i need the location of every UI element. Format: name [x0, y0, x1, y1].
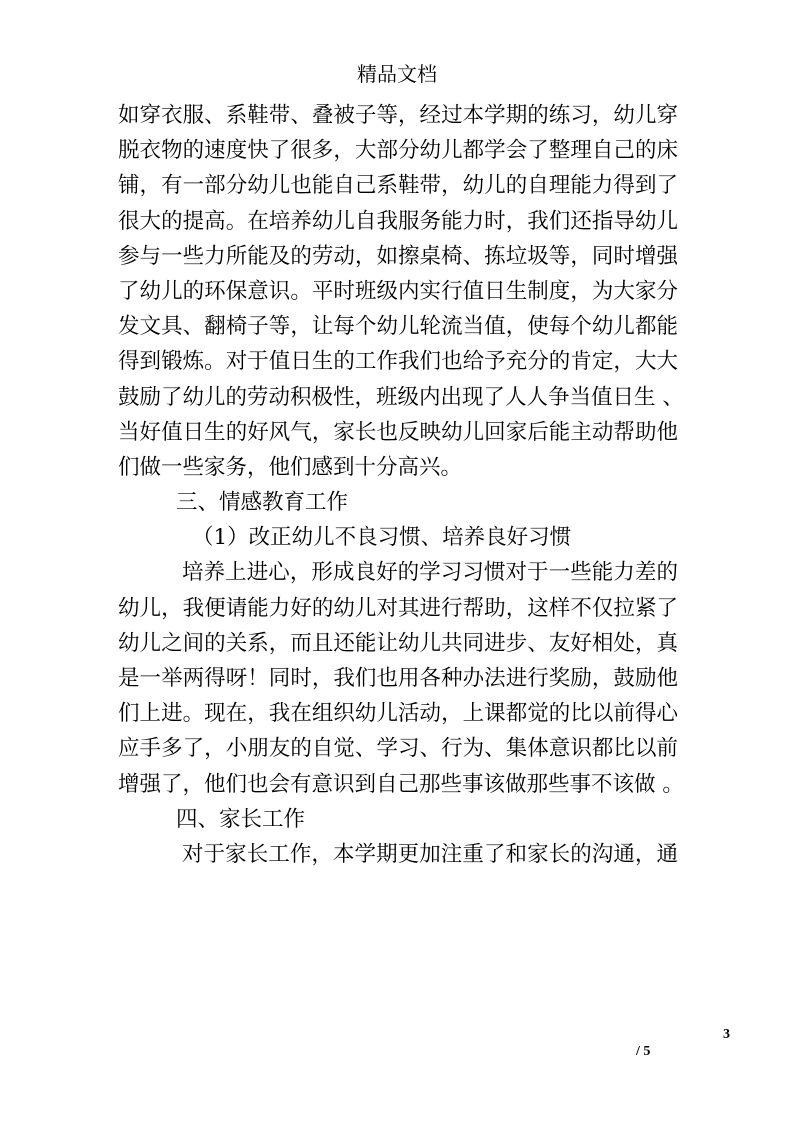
text-line: 们上进。现在，我在组织幼儿活动，上课都觉的比以前得心	[118, 701, 678, 727]
text-line: 发文具、翻椅子等，让每个幼儿轮流当值，使每个幼儿都能	[118, 314, 678, 340]
text-line: 了幼儿的环保意识。平时班级内实行值日生制度，为大家分	[118, 278, 678, 304]
text-line: 得到锻炼。对于值日生的工作我们也给予充分的肯定，大大	[118, 349, 678, 375]
page-total: / 5	[636, 1044, 651, 1059]
text-line: 参与一些力所能及的劳动，如擦桌椅、拣垃圾等，同时增强	[118, 243, 678, 269]
text-line: 铺，有一部分幼儿也能自己系鞋带，幼儿的自理能力得到了	[118, 173, 678, 199]
text-line: 应手多了，小朋友的自觉、学习、行为、集体意识都比以前	[118, 736, 678, 762]
text-line: 们做一些家务，他们感到十分高兴。	[118, 454, 463, 480]
text-line: 当好值日生的好风气，家长也反映幼儿回家后能主动帮助他	[118, 419, 678, 445]
text-line: 对于家长工作，本学期更加注重了和家长的沟通，通	[182, 841, 678, 867]
document-header: 精品文档	[357, 62, 437, 86]
section-heading: 三、情感教育工作	[176, 490, 349, 516]
document-body	[118, 98, 684, 872]
text-line: 是一举两得呀！同时，我们也用各种办法进行奖励，鼓励他	[118, 666, 678, 691]
text-line: 培养上进心，形成良好的学习习惯对于一些能力差的	[182, 560, 678, 586]
text-line: 增强了，他们也会有意识到自己那些事该做那些事不该做 。	[118, 771, 684, 797]
subsection-heading: （1）改正幼儿不良习惯、培养良好习惯	[192, 525, 572, 551]
text-line: 鼓励了幼儿的劳动积极性，班级内出现了人人争当值日生 、	[118, 384, 684, 410]
text-line: 如穿衣服、系鞋带、叠被子等，经过本学期的练习，幼儿穿	[118, 103, 678, 128]
page-number: 3	[723, 1027, 730, 1042]
text-line: 脱衣物的速度快了很多，大部分幼儿都学会了整理自己的床	[118, 138, 678, 164]
text-line: 很大的提高。在培养幼儿自我服务能力时，我们还指导幼儿	[118, 208, 678, 234]
text-line: 幼儿，我便请能力好的幼儿对其进行帮助，这样不仅拉紧了	[118, 595, 678, 621]
section-heading: 四、家长工作	[176, 806, 306, 832]
text-line: 幼儿之间的关系，而且还能让幼儿共同进步、友好相处，真	[118, 630, 678, 656]
